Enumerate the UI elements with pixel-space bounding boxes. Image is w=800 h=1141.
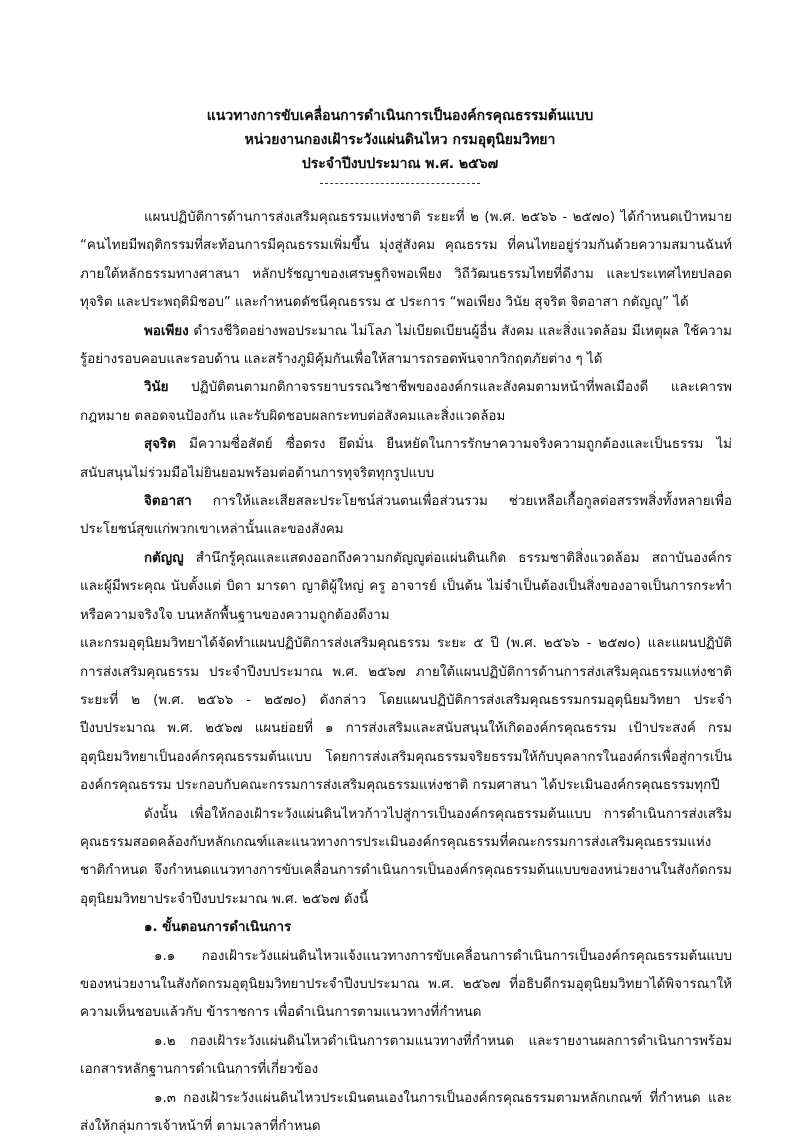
virtue-description: ปฏิบัติตนตามกติกาจรรยาบรรณวิชาชีพขององค์กรและสังคมตามหน้าที่พลเมืองดี และเคารพกฎหมาย ตลอดจนป้องกัน และรับผิดชอบผลกระทบต่อสังคมและสิ่งแวดล้อม: [80, 380, 732, 424]
virtue-paragraph-5: [80, 545, 732, 630]
virtue-description: มีความซื่อสัตย์ ซื่อตรง ยึดมั่น ยืนหยัดในการรักษาความจริงความถูกต้องและเป็นธรรม ไม่สนับสนุนไม่ร่วมมือไม่ยินยอมพร้อมต่อต้านการทุจริตทุกรูปแบบ: [80, 437, 732, 481]
virtue-paragraph-3: [80, 431, 732, 488]
document-title-line-2: หน่วยงานกองเฝ้าระวังแผ่นดินไหว กรมอุตุนิยมวิทยา: [244, 132, 556, 148]
virtue-description: สำนึกรู้คุณและแสดงออกถึงความกตัญญูต่อแผ่นดินเกิด ธรรมชาติสิ่งแวดล้อม สถาบันองค์กร และผู้มีพระคุณ นับตั้งแต่ บิดา มารดา ญาติผู้ใหญ่ ครู อาจารย์ เป็นต้น ไม่จำเป็นต้องเป็นสิ่งของอาจเป็นการกระทำ หรือความจริงใจ บนหลักพื้นฐานของความถูกต้องดีงาม: [80, 550, 732, 623]
virtue-term: กตัญญู: [144, 550, 184, 566]
therefore-paragraph: ดังนั้น เพื่อให้กองเฝ้าระวังแผ่นดินไหวก้าวไปสู่การเป็นองค์กรคุณธรรมต้นแบบ การดำเนินการส่งเสริมคุณธรรมสอดคล้องกับหลักเกณฑ์และแนวทางการประเมินองค์กรคุณธรรมที่คณะกรรมการส่งเสริมคุณธรรมแห่งชาติกำหนด จึงกำหนดแนวทางการขับเคลื่อนการดำเนินการเป็นองค์กรคุณธรรมต้นแบบของหน่วยงานในสังกัดกรมอุตุนิยมวิทยาประจำปีงบประมาณ พ.ศ. ๒๕๖๗ ดังนี้: [80, 806, 732, 907]
section-item-1-1: ๑.๑ กองเฝ้าระวังแผ่นดินไหวแจ้งแนวทางการขับเคลื่อนการดำเนินการเป็นองค์กรคุณธรรมต้นแบบของหน่วยงานในสังกัดกรมอุตุนิยมวิทยาประจำปีงบประมาณ พ.ศ. ๒๕๖๗ ที่อธิบดีกรมอุตุนิยมวิทยาได้พิจารณาให้ความเห็นชอบแล้วกับ ข้าราชการ เพื่อดำเนินการตามแนวทางที่กำหนด: [80, 948, 732, 1021]
virtue-paragraph-1: [80, 318, 732, 375]
virtue-term: วินัย: [144, 380, 169, 396]
document-title-line-1: แนวทางการขับเคลื่อนการดำเนินการเป็นองค์กรคุณธรรมต้นแบบ: [206, 108, 594, 124]
document-title-line-3: ประจำปีงบประมาณ พ.ศ. ๒๕๖๗: [301, 156, 499, 172]
virtue-paragraph-2: [80, 374, 732, 431]
virtue-term: สุจริต: [144, 437, 176, 453]
section-item-1-3: ๑.๓ กองเฝ้าระวังแผ่นดินไหวประเมินตนเองในการเป็นองค์กรคุณธรรมตามหลักเกณฑ์ ที่กำหนด และส่งให้กลุ่มการเจ้าหน้าที่ ตามเวลาที่กำหนด: [80, 1090, 732, 1134]
section-item-1-2: ๑.๒ กองเฝ้าระวังแผ่นดินไหวดำเนินการตามแนวทางที่กำหนด และรายงานผลการดำเนินการพร้อมเอกสารหลักฐานการดำเนินการที่เกี่ยวข้อง: [80, 1033, 732, 1078]
virtue-paragraph-4: [80, 488, 732, 545]
virtue-term: จิตอาสา: [144, 494, 192, 510]
virtue-term: พอเพียง: [144, 323, 189, 339]
department-plan-paragraph: และกรมอุตุนิยมวิทยาได้จัดทำแผนปฏิบัติการส่งเสริมคุณธรรม ระยะ ๕ ปี (พ.ศ. ๒๕๖๖ - ๒๕๗๐) และแผนปฏิบัติการส่งเสริมคุณธรรม ประจำปีงบประมาณ พ.ศ. ๒๕๖๗ ภายใต้แผนปฏิบัติการด้านการส่งเสริมคุณธรรมแห่งชาติ ระยะที่ ๒ (พ.ศ. ๒๕๖๖ - ๒๕๗๐) ดังกล่าว โดยแผนปฏิบัติการส่งเสริมคุณธรรมกรมอุตุนิยมวิทยา ประจำปีงบประมาณ พ.ศ. ๒๕๖๗ แผนย่อยที่ ๑ การส่งเสริมและสนับสนุนให้เกิดองค์กรคุณธรรม เป้าประสงค์ กรมอุตุนิยมวิทยาเป็นองค์กรคุณธรรมต้นแบบ โดยการส่งเสริมคุณธรรมจริยธรรมให้กับบุคลากรในองค์กรเพื่อสู่การเป็นองค์กรคุณธรรม ประกอบกับคณะกรรมการส่งเสริมคุณธรรมแห่งชาติ กรมศาสนา ได้ประเมินองค์กรคุณธรรมทุกปี: [80, 636, 732, 794]
virtue-description: ดำรงชีวิตอย่างพอประมาณ ไม่โลภ ไม่เบียดเบียนผู้อื่น สังคม และสิ่งแวดล้อม มีเหตุผล ใช้ความรู้อย่างรอบคอบและรอบด้าน และสร้างภูมิคุ้มกันเพื่อให้สามารถรอดพ้นจากวิกฤตภัยต่าง ๆ ได้: [80, 323, 732, 368]
document-body: [80, 204, 732, 1141]
title-divider: [320, 183, 480, 184]
intro-paragraph: แผนปฏิบัติการด้านการส่งเสริมคุณธรรมแห่งชาติ ระยะที่ ๒ (พ.ศ. ๒๕๖๖ - ๒๕๗๐) ได้กำหนดเป้าหมาย “คนไทยมีพฤติกรรมที่สะท้อนการมีคุณธรรมเพิ่มขึ้น มุ่งสู่สังคม คุณธรรม ที่คนไทยอยู่ร่วมกันด้วยความสมานฉันท์ ภายใต้หลักธรรมทางศาสนา หลักปรัชญาของเศรษฐกิจพอเพียง วิถีวัฒนธรรมไทยที่ดีงาม และประเทศไทยปลอดทุจริต และประพฤติมิชอบ” และกำหนดดัชนีคุณธรรม ๕ ประการ “พอเพียง วินัย สุจริต จิตอาสา กตัญญู” ได้: [80, 210, 732, 311]
section-heading: ๑. ขั้นตอนการดำเนินการ: [144, 920, 292, 936]
virtue-description: การให้และเสียสละประโยชน์ส่วนตนเพื่อส่วนรวม ช่วยเหลือเกื้อกูลต่อสรรพสิ่งทั้งหลายเพื่อประโยชน์สุขแก่พวกเขาเหล่านั้นและของสังคม: [80, 494, 732, 538]
